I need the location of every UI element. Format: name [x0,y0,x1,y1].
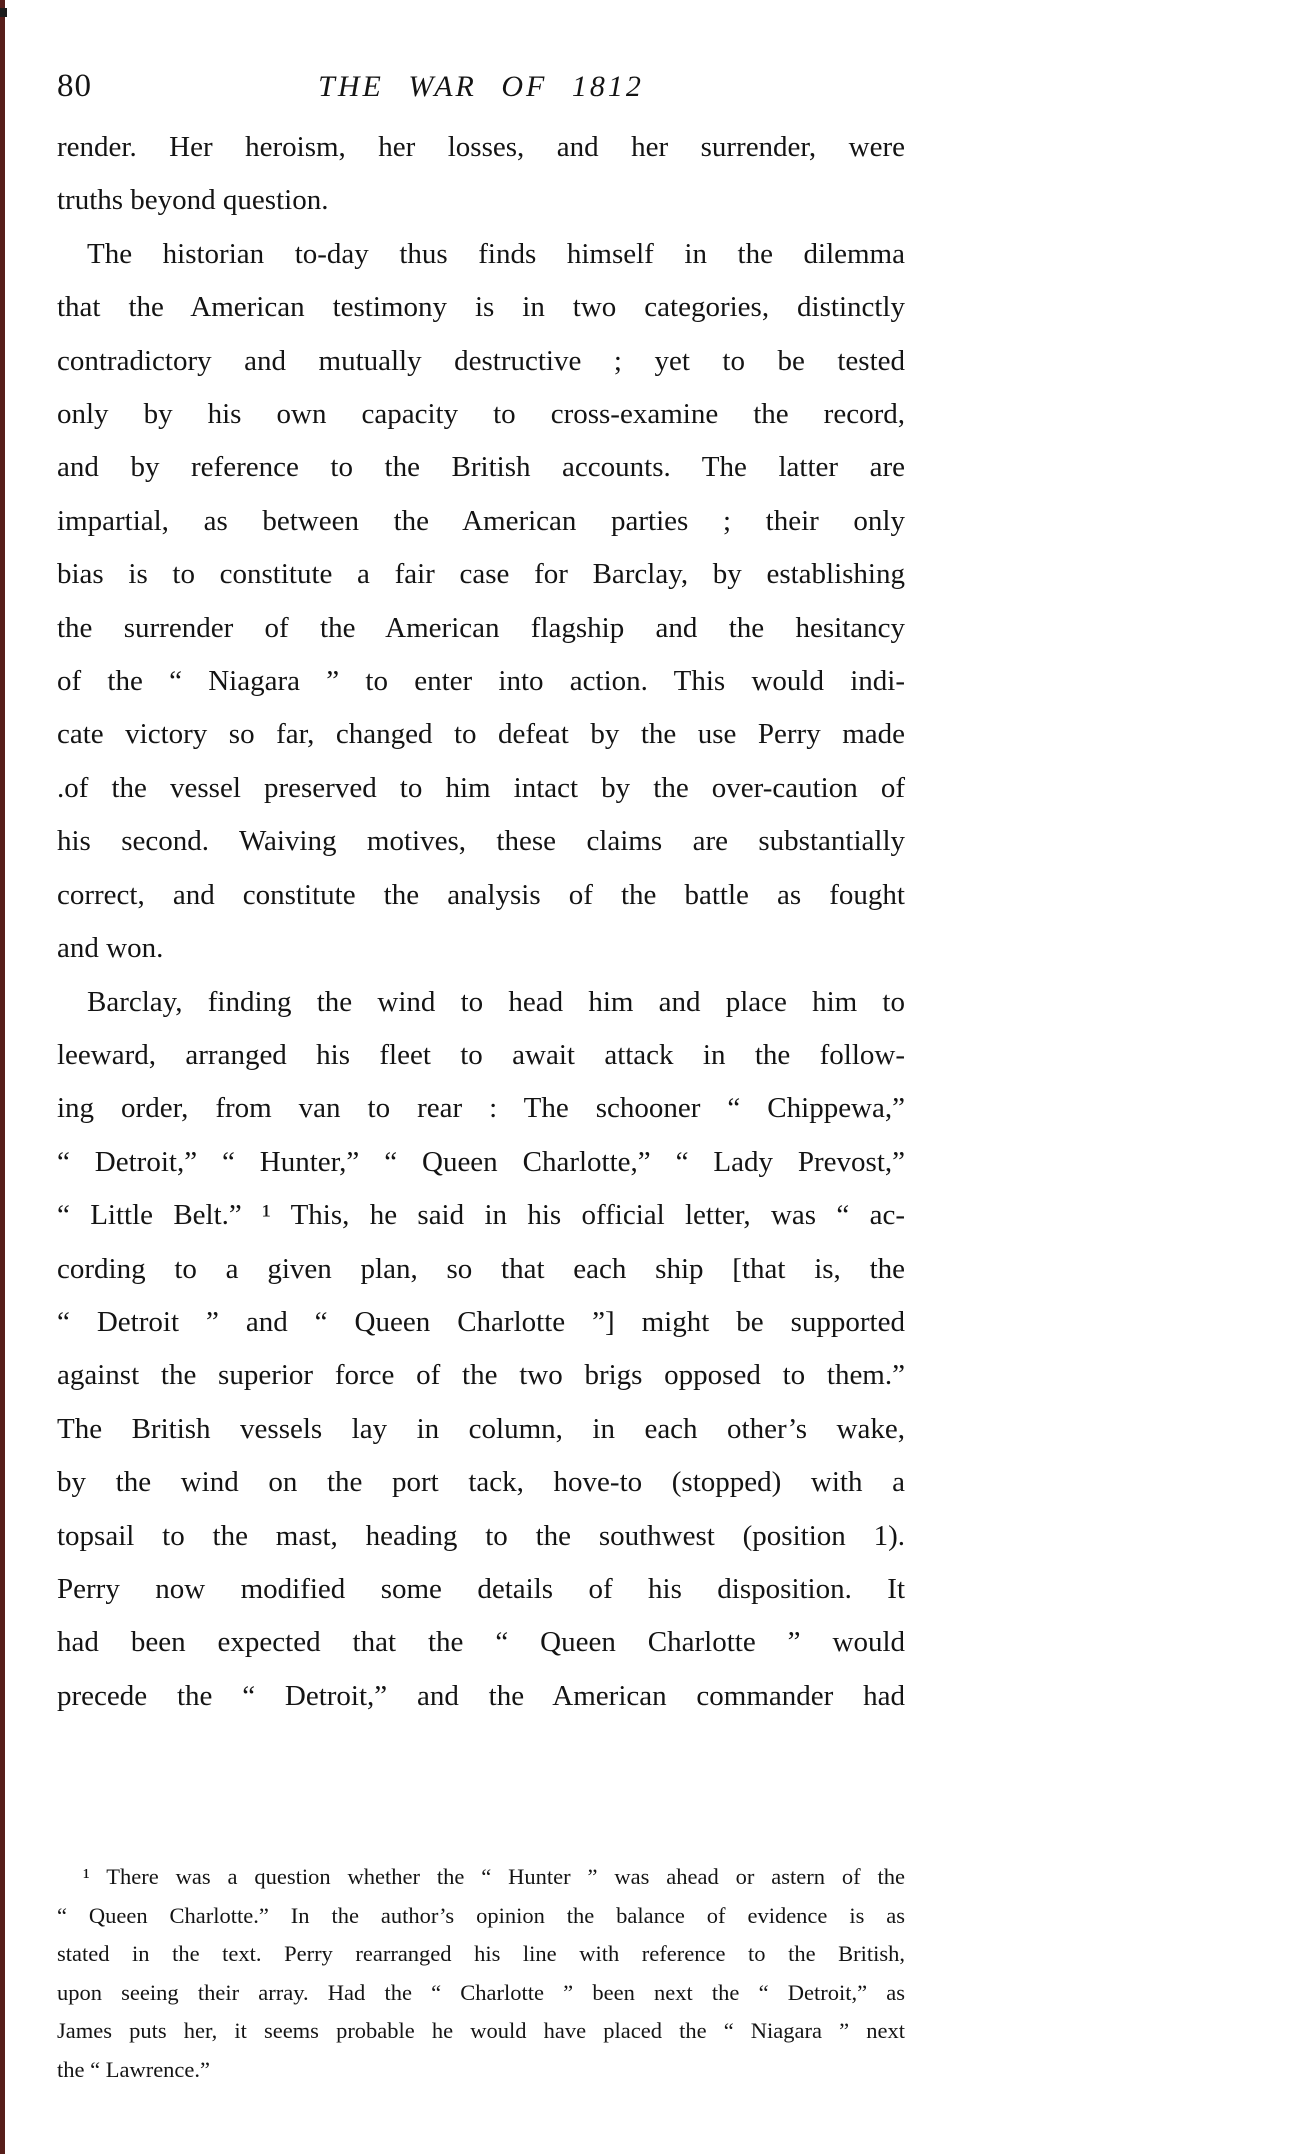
text-line: “ Detroit,” “ Hunter,” “ Queen Charlotte,” “ Lady Prevost,” [57,1145,905,1178]
text-line: “ Little Belt.” ¹ This, he said in his official letter, was “ ac- [57,1199,905,1232]
text-line: had been expected that the “ Queen Charlotte ” would [57,1626,905,1659]
text-line: impartial, as between the American parties ; their only [57,504,905,537]
page-number: 80 [57,68,92,104]
footnote [57,1858,905,2090]
text-line: precede the “ Detroit,” and the American commander had [57,1679,905,1712]
text-line: bias is to constitute a fair case for Barclay, by establishing [57,558,905,591]
footnote-paragraph [57,1858,905,2090]
text-line: and won. [57,932,164,965]
text-line: .of the vessel preserved to him intact by the over-caution of [57,771,905,804]
paragraph-2 [57,228,905,976]
text-line: upon seeing their array. Had the “ Charlotte ” been next the “ Detroit,” as [57,1979,905,2005]
text-line: stated in the text. Perry rearranged his line with reference to the British, [57,1941,905,1967]
text-line: cate victory so far, changed to defeat by the use Perry made [57,718,905,751]
text-line: “ Detroit ” and “ Queen Charlotte ”] might be supported [57,1305,905,1338]
text-line: the surrender of the American flagship and the hesitancy [57,611,905,644]
scan-speck [0,8,7,17]
binding-edge [0,0,5,2154]
text-line: topsail to the mast, heading to the southwest (position 1). [57,1519,905,1552]
text-line: that the American testimony is in two categories, distinctly [57,291,905,324]
text-line: “ Queen Charlotte.” In the author’s opinion the balance of evidence is as [57,1902,905,1928]
text-line: against the superior force of the two brigs opposed to them.” [57,1359,905,1392]
paragraph-3 [57,976,905,1724]
text-line: only by his own capacity to cross-examine the record, [57,398,905,431]
text-line: of the “ Niagara ” to enter into action. This would indi- [57,665,905,698]
text-line: James puts her, it seems probable he would have placed the “ Niagara ” next [57,2018,905,2044]
running-title: THE WAR OF 1812 [318,70,644,103]
text-line: ¹ There was a question whether the “ Hunter ” was ahead or astern of the [83,1864,905,1889]
text-line: the “ Lawrence.” [57,2056,211,2082]
text-line: correct, and constitute the analysis of the battle as fought [57,878,905,911]
page-header [57,66,905,110]
text-line: Barclay, finding the wind to head him and place him to [87,985,905,1018]
text-line: truths beyond question. [57,184,329,217]
text-line: The historian to-day thus finds himself in the dilemma [87,237,905,270]
text-line: The British vessels lay in column, in each other’s wake, [57,1412,905,1445]
text-line: his second. Waiving motives, these claims are substantially [57,825,905,858]
text-line: contradictory and mutually destructive ; yet to be tested [57,344,905,377]
text-line: Perry now modified some details of his disposition. It [57,1572,905,1605]
body-text [57,121,905,1723]
text-line: cording to a given plan, so that each ship [that is, the [57,1252,905,1285]
text-line: ing order, from van to rear : The schooner “ Chippewa,” [57,1092,905,1125]
text-line: by the wind on the port tack, hove-to (stopped) with a [57,1466,905,1499]
text-line: render. Her heroism, her losses, and her surrender, were [57,131,905,163]
text-line: leeward, arranged his fleet to await attack in the follow- [57,1038,905,1071]
paragraph-1 [57,121,905,228]
text-line: and by reference to the British accounts. The latter are [57,451,905,484]
